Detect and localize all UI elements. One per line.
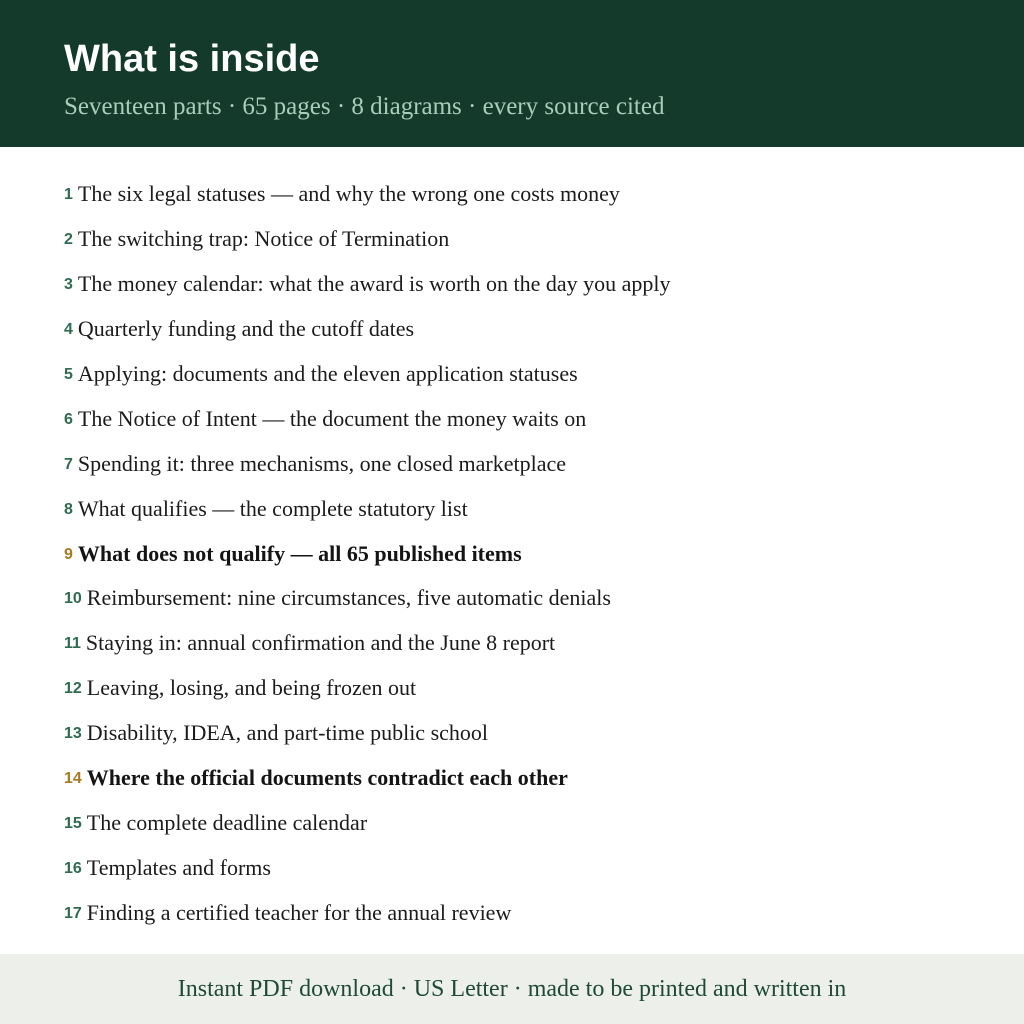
toc-item [64,531,671,576]
toc-item-title: Staying in: annual confirmation and the June 8 report [85,630,556,656]
toc-item-number: 4 [64,321,73,339]
toc-item-title: Applying: documents and the eleven application statuses [77,361,578,386]
toc-item [64,666,671,711]
toc-item-title: Disability, IDEA, and part-time public school [86,720,489,746]
toc-item-number: 5 [64,366,73,383]
toc-item-number: 8 [64,500,73,518]
toc-item [64,307,671,352]
toc-item-number: 12 [64,680,82,698]
toc-item [64,262,671,307]
toc-item [64,890,671,935]
toc-item [64,217,671,262]
toc-item-title: Quarterly funding and the cutoff dates [77,316,415,342]
toc-item-title: Reimbursement: nine circumstances, five automatic denials [86,585,611,611]
toc-item-number: 6 [64,410,73,428]
toc-item-title: The switching trap: Notice of Termination [77,226,450,252]
toc-item-number: 7 [64,455,73,473]
footer-banner [0,954,1024,1024]
toc-item-title: Where the official documents contradict each other [86,765,568,791]
toc-item-title: The money calendar: what the award is worth on the day you apply [77,271,671,297]
toc-item-number: 10 [64,590,82,608]
toc-item [64,441,671,486]
toc-item-number: 14 [64,770,82,788]
toc-item-title: Leaving, losing, and being frozen out [86,675,417,701]
toc-item [64,800,671,845]
toc-item-number: 16 [64,859,82,877]
toc-item [64,396,671,441]
toc-item-number: 1 [64,186,73,204]
toc-item [64,486,671,531]
toc-item-title: The six legal statuses — and why the wrong one costs money [77,181,620,207]
toc-item-number: 17 [64,904,82,922]
toc-item-title: The Notice of Intent — the document the money waits on [77,405,587,431]
toc-item [64,621,671,666]
toc-item-number: 15 [64,814,82,832]
toc-item-title: What qualifies — the complete statutory list [77,495,468,521]
page-title: What is inside [64,38,320,80]
toc-item-number: 13 [64,725,82,743]
toc-item-number: 2 [64,231,73,249]
toc-item [64,576,671,621]
toc-item [64,352,671,397]
toc-item-title: Spending it: three mechanisms, one closed marketplace [77,450,567,476]
page-subtitle: Seventeen parts · 65 pages · 8 diagrams · every source cited [64,93,665,120]
table-of-contents [64,172,671,935]
footer-text: Instant PDF download · US Letter · made to be printed and written in [177,975,847,1002]
toc-item-title: What does not qualify — all 65 published items [77,540,522,566]
toc-item-title: Finding a certified teacher for the annual review [86,899,512,925]
toc-item-title: Templates and forms [86,854,271,880]
toc-item [64,756,671,801]
toc-item-title: The complete deadline calendar [86,809,368,835]
toc-item [64,172,671,217]
toc-item [64,711,671,756]
toc-item [64,845,671,890]
toc-item-number: 9 [64,545,73,563]
toc-item-number: 3 [64,276,73,294]
header-banner [0,0,1024,147]
toc-item-number: 11 [64,635,81,653]
